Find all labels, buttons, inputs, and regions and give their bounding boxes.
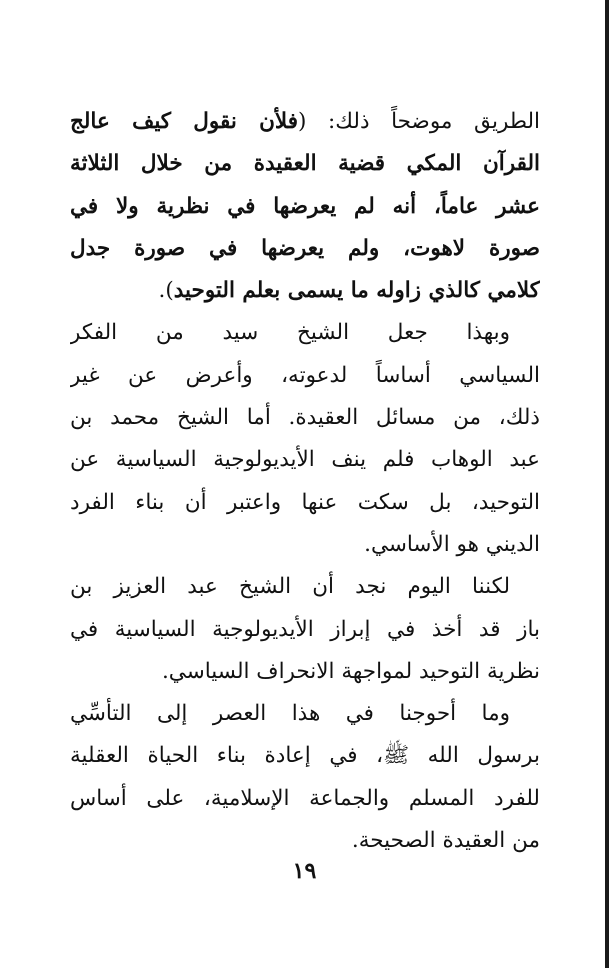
text-run: وما أحوجنا في هذا العصر إلى التأسِّي bbox=[70, 701, 510, 727]
text-line bbox=[70, 270, 540, 312]
text-run: باز قد أخذ في إبراز الأيديولوجية السياسية في bbox=[70, 616, 540, 642]
text-run: وبهذا جعل الشيخ سيد من الفكر bbox=[70, 320, 510, 346]
text-line bbox=[70, 609, 540, 651]
bold-text-run: عشر عاماً، أنه لم يعرضها في نظرية ولا في bbox=[70, 193, 540, 219]
bold-text-run: القرآن المكي قضية العقيدة من خلال الثلاثة bbox=[70, 151, 540, 177]
text-run: التوحيد، بل سكت عنها واعتبر أن بناء الفرد bbox=[70, 489, 540, 515]
text-run: السياسي أساساً لدعوته، وأعرض عن غير bbox=[70, 362, 540, 388]
body-text bbox=[70, 101, 540, 862]
text-line bbox=[70, 355, 540, 397]
text-run: للفرد المسلم والجماعة الإسلامية، على أساس bbox=[70, 785, 540, 811]
text-line bbox=[70, 228, 540, 270]
bold-text-run: كلامي كالذي زاوله ما يسمى بعلم التوحيد bbox=[173, 278, 540, 304]
text-run: من العقيدة الصحيحة. bbox=[351, 828, 540, 854]
text-line bbox=[70, 186, 540, 228]
text-line bbox=[70, 651, 540, 693]
text-run: ذلك، من مسائل العقيدة. أما الشيخ محمد بن bbox=[70, 405, 540, 431]
text-line bbox=[70, 735, 540, 777]
text-line bbox=[70, 439, 540, 481]
text-line bbox=[70, 143, 540, 185]
bold-text-run: فلأن نقول كيف عالج bbox=[70, 109, 299, 134]
text-line bbox=[70, 101, 540, 143]
text-line bbox=[70, 482, 540, 524]
text-line bbox=[70, 693, 540, 735]
bold-text-run: صورة لاهوت، ولم يعرضها في صورة جدل bbox=[70, 235, 540, 261]
text-run: الطريق موضحاً ذلك: ( bbox=[298, 109, 540, 134]
text-run: برسول الله ﷺ، في إعادة بناء الحياة العقلية bbox=[70, 743, 540, 769]
page-number: ١٩ bbox=[292, 858, 317, 884]
text-run: لكننا اليوم نجد أن الشيخ عبد العزيز بن bbox=[70, 574, 510, 600]
text-line bbox=[70, 312, 540, 354]
page-edge bbox=[605, 0, 609, 968]
text-run: الديني هو الأساسي. bbox=[364, 531, 540, 557]
text-run: نظرية التوحيد لمواجهة الانحراف السياسي. bbox=[161, 658, 540, 684]
text-run: ). bbox=[158, 278, 174, 304]
text-line bbox=[70, 820, 540, 862]
text-line bbox=[70, 566, 540, 608]
text-line bbox=[70, 524, 540, 566]
text-line bbox=[70, 778, 540, 820]
text-run: عبد الوهاب فلم ينف الأيديولوجية السياسية عن bbox=[70, 447, 540, 473]
text-line bbox=[70, 397, 540, 439]
